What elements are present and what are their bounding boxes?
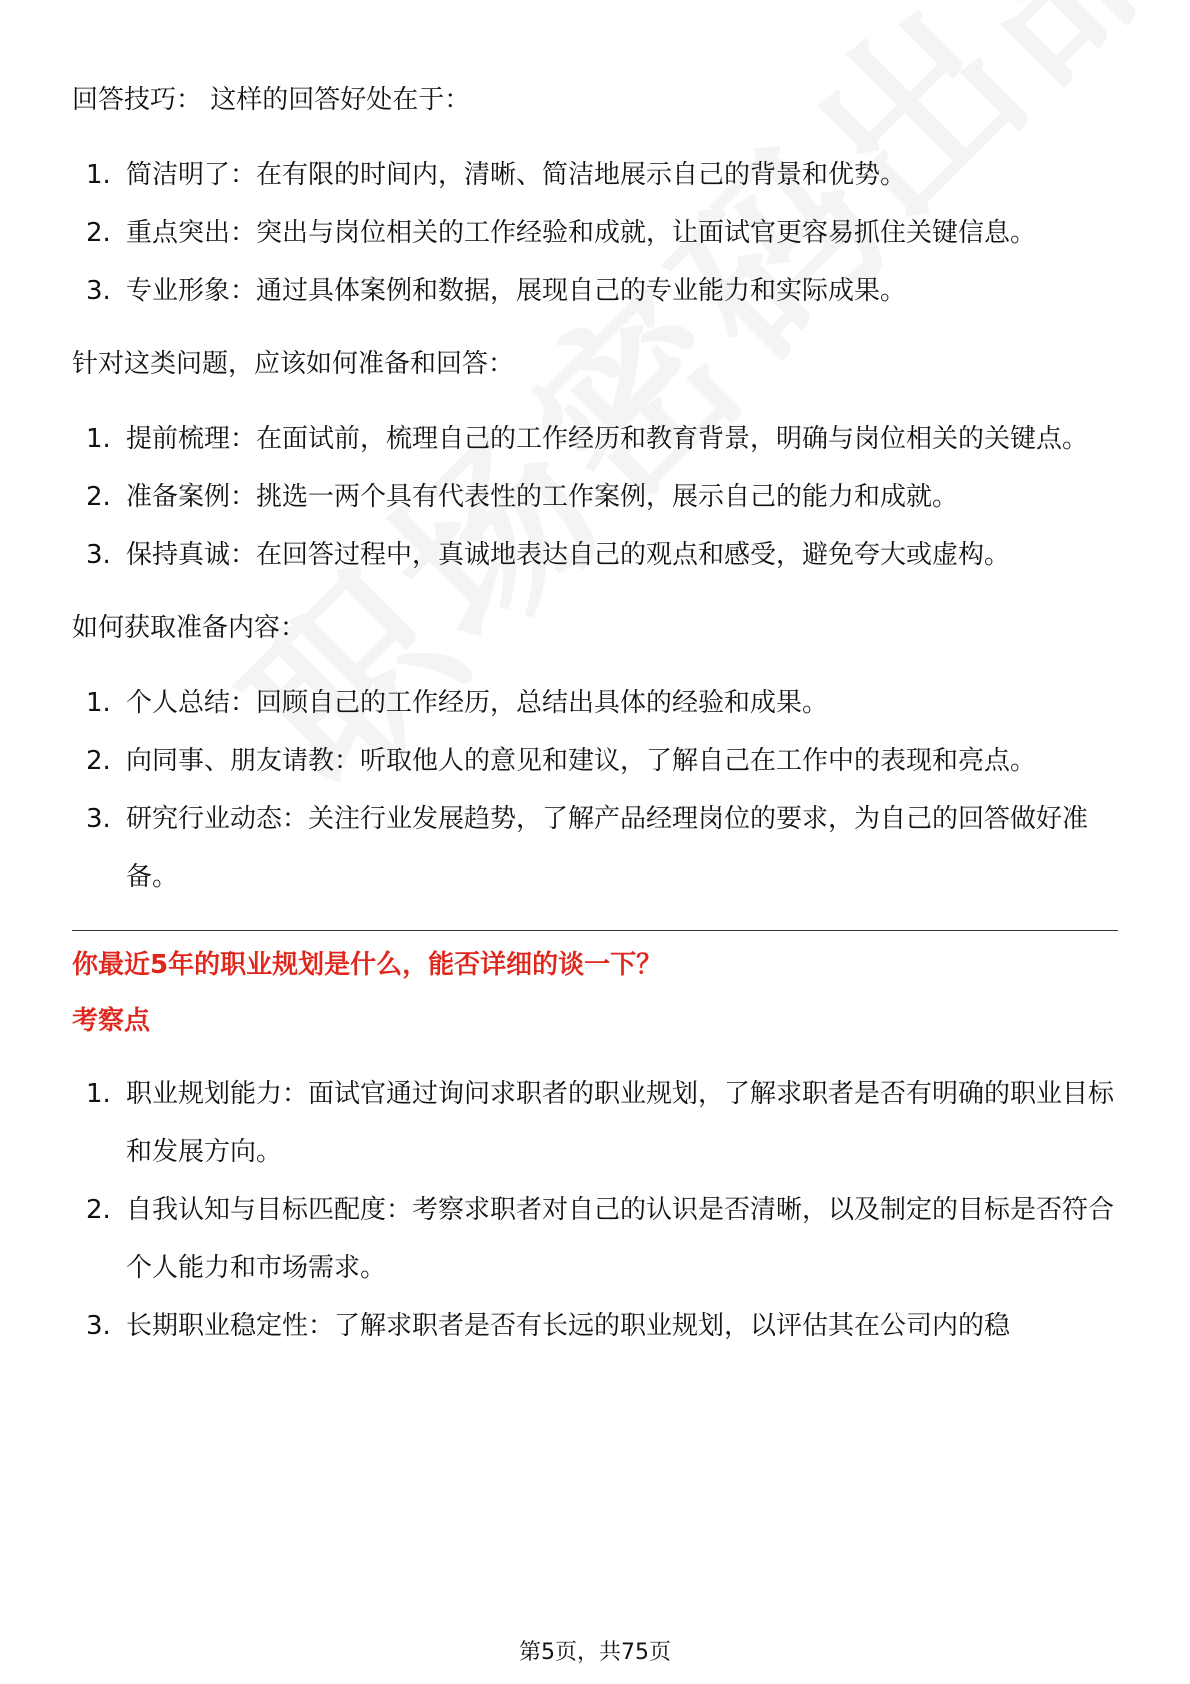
list-item: 3. 研究行业动态：关注行业发展趋势，了解产品经理岗位的要求，为自己的回答做好准备。: [86, 804, 1089, 892]
list-item: 2. 重点突出：突出与岗位相关的工作经验和成就，让面试官更容易抓住关键信息。: [86, 218, 1037, 248]
list-item: 2. 准备案例：挑选一两个具有代表性的工作案例，展示自己的能力和成就。: [86, 482, 959, 512]
list-item: 3. 长期职业稳定性：了解求职者是否有长远的职业规划，以评估其在公司内的稳: [86, 1311, 1011, 1341]
list-item: 2. 自我认知与目标匹配度：考察求职者对自己的认识是否清晰，以及制定的目标是否符合个人能力和市场需求。: [86, 1195, 1115, 1283]
content-sources-list: [72, 674, 1118, 906]
section-divider: [72, 930, 1118, 931]
preparation-list: [72, 410, 1118, 584]
document-body: [72, 80, 1118, 1379]
answer-benefits-list: [72, 146, 1118, 320]
section-intro-content-sources: 如何获取准备内容：: [72, 613, 307, 643]
list-item: 3. 保持真诚：在回答过程中，真诚地表达自己的观点和感受，避免夸大或虚构。: [86, 540, 1011, 570]
page-number-footer: 第5页，共75页: [519, 1640, 671, 1665]
list-item: 3. 专业形象：通过具体案例和数据，展现自己的专业能力和实际成果。: [86, 276, 907, 306]
focus-heading: 考察点: [72, 1006, 151, 1036]
list-item: 1. 个人总结：回顾自己的工作经历，总结出具体的经验和成果。: [86, 688, 829, 718]
list-item: 2. 向同事、朋友请教：听取他人的意见和建议，了解自己在工作中的表现和亮点。: [86, 746, 1037, 776]
interview-question: 你最近5年的职业规划是什么，能否详细的谈一下？: [72, 950, 663, 980]
list-item: 1. 简洁明了：在有限的时间内，清晰、简洁地展示自己的背景和优势。: [86, 160, 907, 190]
section-intro-answer-tips: 回答技巧： 这样的回答好处在于：: [72, 85, 471, 115]
list-item: 1. 提前梳理：在面试前，梳理自己的工作经历和教育背景，明确与岗位相关的关键点。: [86, 424, 1089, 454]
focus-points-list: [72, 1065, 1118, 1355]
section-intro-preparation: 针对这类问题，应该如何准备和回答：: [72, 349, 515, 379]
list-item: 1. 职业规划能力：面试官通过询问求职者的职业规划，了解求职者是否有明确的职业目标和发展方向。: [86, 1079, 1115, 1167]
